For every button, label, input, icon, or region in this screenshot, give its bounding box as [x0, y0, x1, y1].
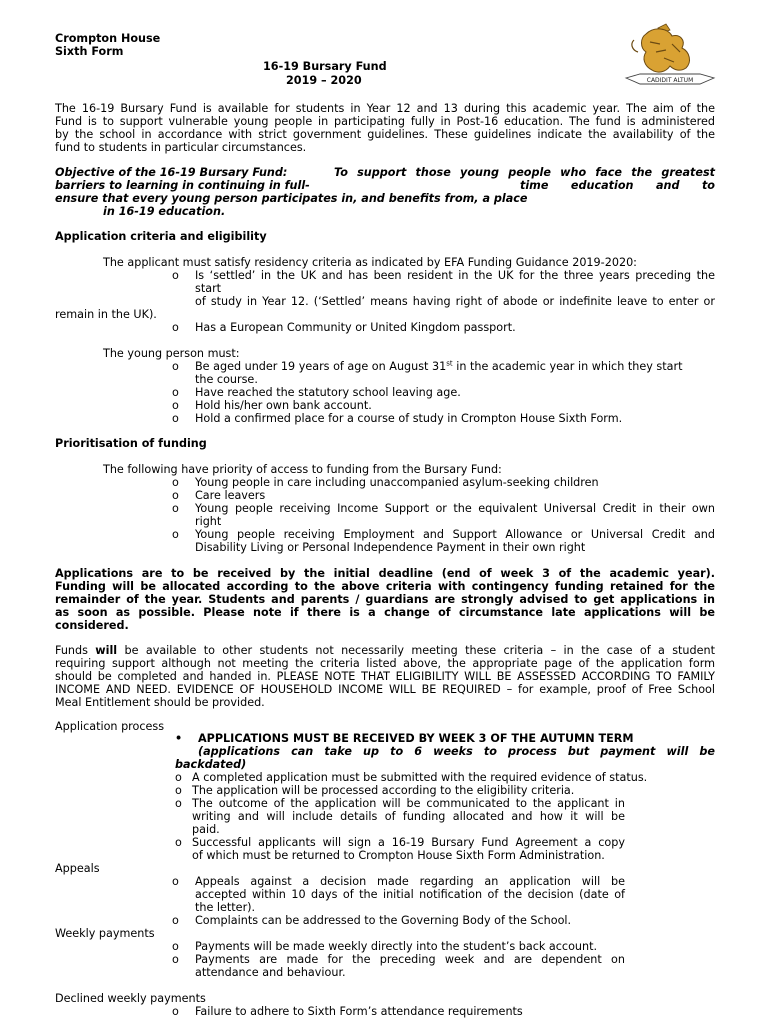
intro-line-3: by the school in accordance with strict government guidelines. These guidelines indicate the availability of the: [55, 128, 715, 141]
bullet-marker: o: [172, 476, 179, 489]
young-person-lead: The young person must:: [103, 347, 240, 360]
school-name: Crompton House: [55, 32, 161, 45]
process-step-3: The outcome of the application will be communicated to the applicant in: [192, 797, 625, 810]
bullet-marker: o: [172, 399, 179, 412]
bullet-marker: o: [172, 386, 179, 399]
young-4: Hold a confirmed place for a course of study in Crompton House Sixth Form.: [195, 412, 623, 425]
intro-line-1: The 16-19 Bursary Fund is available for students in Year 12 and 13 during this academic year. The aim of the: [55, 102, 715, 115]
objective-line-4: in 16-19 education.: [103, 205, 226, 218]
appeals-1-cont: accepted within 10 days of the initial notification of the decision (date of: [195, 888, 625, 901]
priority-3-cont: right: [195, 515, 222, 528]
priority-4: Young people receiving Employment and Support Allowance or Universal Credit and: [195, 528, 715, 541]
funds-line-5: Meal Entitlement should be provided.: [55, 696, 265, 709]
bullet-marker: o: [172, 502, 179, 515]
bullet-marker: o: [172, 875, 179, 888]
deadline-line-1: Applications are to be received by the initial deadline (end of week 3 of the academic year).: [55, 567, 715, 580]
process-b1: APPLICATIONS MUST BE RECEIVED BY WEEK 3 OF THE AUTUMN TERM: [198, 732, 634, 745]
weekly-label: Weekly payments: [55, 927, 155, 940]
funds-line-1: Funds will be available to other students not necessarily meeting these criteria – in the case of a student: [55, 644, 715, 657]
bullet-marker: o: [172, 489, 179, 502]
intro-line-2: Fund is to support vulnerable young people in participating fully in Post-16 education. The fund is administered: [55, 115, 715, 128]
funds-line-3: should be completed and handed in. PLEASE NOTE THAT ELIGIBILITY WILL BE ASSESSED ACCORDING TO FAMILY: [55, 670, 715, 683]
bullet-marker: o: [172, 412, 179, 425]
bullet-marker: o: [175, 836, 182, 849]
residency-1-line-2: start: [195, 282, 222, 295]
residency-2: Has a European Community or United Kingdom passport.: [195, 321, 516, 334]
weekly-1: Payments will be made weekly directly into the student’s back account.: [195, 940, 598, 953]
residency-1-line-1: Is ‘settled’ in the UK and has been resident in the UK for the three years preceding the: [195, 269, 715, 282]
residency-1-line-3: of study in Year 12. (‘Settled’ means having right of abode or indefinite leave to enter or: [195, 295, 715, 308]
dept-name: Sixth Form: [55, 45, 124, 58]
bullet-marker: o: [172, 940, 179, 953]
priority-4-cont: Disability Living or Personal Independence Payment in their own right: [195, 541, 586, 554]
eligibility-heading: Application criteria and eligibility: [55, 230, 267, 243]
bullet-marker: o: [172, 953, 179, 966]
bullet-marker: o: [175, 784, 182, 797]
young-1: Be aged under 19 years of age on August 31st in the academic year in which they start: [195, 359, 683, 373]
weekly-2-cont: attendance and behaviour.: [195, 966, 346, 979]
priority-lead: The following have priority of access to funding from the Bursary Fund:: [103, 463, 502, 476]
doc-year: 2019 – 2020: [286, 74, 362, 87]
process-step-4: Successful applicants will sign a 16-19 Bursary Fund Agreement a copy: [192, 836, 625, 849]
weekly-2: Payments are made for the preceding week and are dependent on: [195, 953, 625, 966]
bullet-marker: o: [175, 797, 182, 810]
process-step-1: A completed application must be submitted with the required evidence of status.: [192, 771, 648, 784]
bullet-marker: o: [172, 914, 179, 927]
funds-line-4: INCOME AND NEED. EVIDENCE OF HOUSEHOLD INCOME WILL BE REQUIRED – for example, proof of Free School: [55, 683, 715, 696]
objective-line-2b: time education and to: [520, 179, 715, 192]
objective-line-3: ensure that every young person participates in, and benefits from, a place: [55, 192, 528, 205]
objective-line-2a: barriers to learning in continuing in full-: [55, 179, 310, 192]
appeals-2: Complaints can be addressed to the Governing Body of the School.: [195, 914, 572, 927]
process-step-4-cont: of which must be returned to Crompton House Sixth Form Administration.: [192, 849, 605, 862]
deadline-line-2: Funding will be allocated according to the above criteria with contingency funding retained for the: [55, 580, 715, 593]
declined-1: Failure to adhere to Sixth Form’s attendance requirements: [195, 1005, 523, 1018]
crest-logo: [620, 22, 720, 94]
young-2: Have reached the statutory school leaving age.: [195, 386, 461, 399]
intro-line-4: fund to students in particular circumstances.: [55, 141, 307, 154]
appeals-1: Appeals against a decision made regarding an application will be: [195, 875, 625, 888]
doc-title: 16-19 Bursary Fund: [263, 60, 387, 73]
process-b3: backdated): [175, 758, 247, 771]
priority-1: Young people in care including unaccompanied asylum-seeking children: [195, 476, 599, 489]
priority-2: Care leavers: [195, 489, 266, 502]
objective-label: Objective of the 16-19 Bursary Fund:: [55, 166, 288, 179]
process-step-2: The application will be processed according to the eligibility criteria.: [192, 784, 575, 797]
young-1-cont: the course.: [195, 373, 258, 386]
deadline-line-5: considered.: [55, 619, 129, 632]
priority-3: Young people receiving Income Support or the equivalent Universal Credit in their own: [195, 502, 715, 515]
appeals-1-end: the letter).: [195, 901, 256, 914]
process-label: Application process: [55, 720, 165, 733]
objective-line-1: To support those young people who face the greatest: [334, 166, 715, 179]
deadline-line-4: as soon as possible. Please note if there is a change of circumstance late applications will be: [55, 606, 715, 619]
funds-line-2: requiring support although not meeting the criteria listed above, the appropriate page of the application form: [55, 657, 715, 670]
appeals-label: Appeals: [55, 862, 100, 875]
priority-heading: Prioritisation of funding: [55, 437, 207, 450]
eligibility-lead: The applicant must satisfy residency criteria as indicated by EFA Funding Guidance 2019-2020:: [103, 256, 637, 269]
process-step-3-cont: writing and will include details of funding allocated and how it will be: [192, 810, 625, 823]
deadline-line-3: remainder of the year. Students and parents / guardians are strongly advised to get applications in: [55, 593, 715, 606]
residency-1-wrap: remain in the UK).: [55, 308, 157, 321]
declined-label: Declined weekly payments: [55, 992, 206, 1005]
bullet-marker: o: [172, 321, 179, 334]
bullet-marker: o: [172, 1005, 179, 1018]
young-3: Hold his/her own bank account.: [195, 399, 372, 412]
process-bullet: •: [175, 732, 183, 745]
process-step-3-end: paid.: [192, 823, 220, 836]
bullet-marker: o: [172, 360, 179, 373]
logo-motto: CADIDIT ALTUM: [646, 77, 694, 84]
bullet-marker: o: [175, 771, 182, 784]
bullet-marker: o: [172, 528, 179, 541]
process-b2: (applications can take up to 6 weeks to process but payment will be: [198, 745, 715, 758]
bullet-marker: o: [172, 269, 179, 282]
